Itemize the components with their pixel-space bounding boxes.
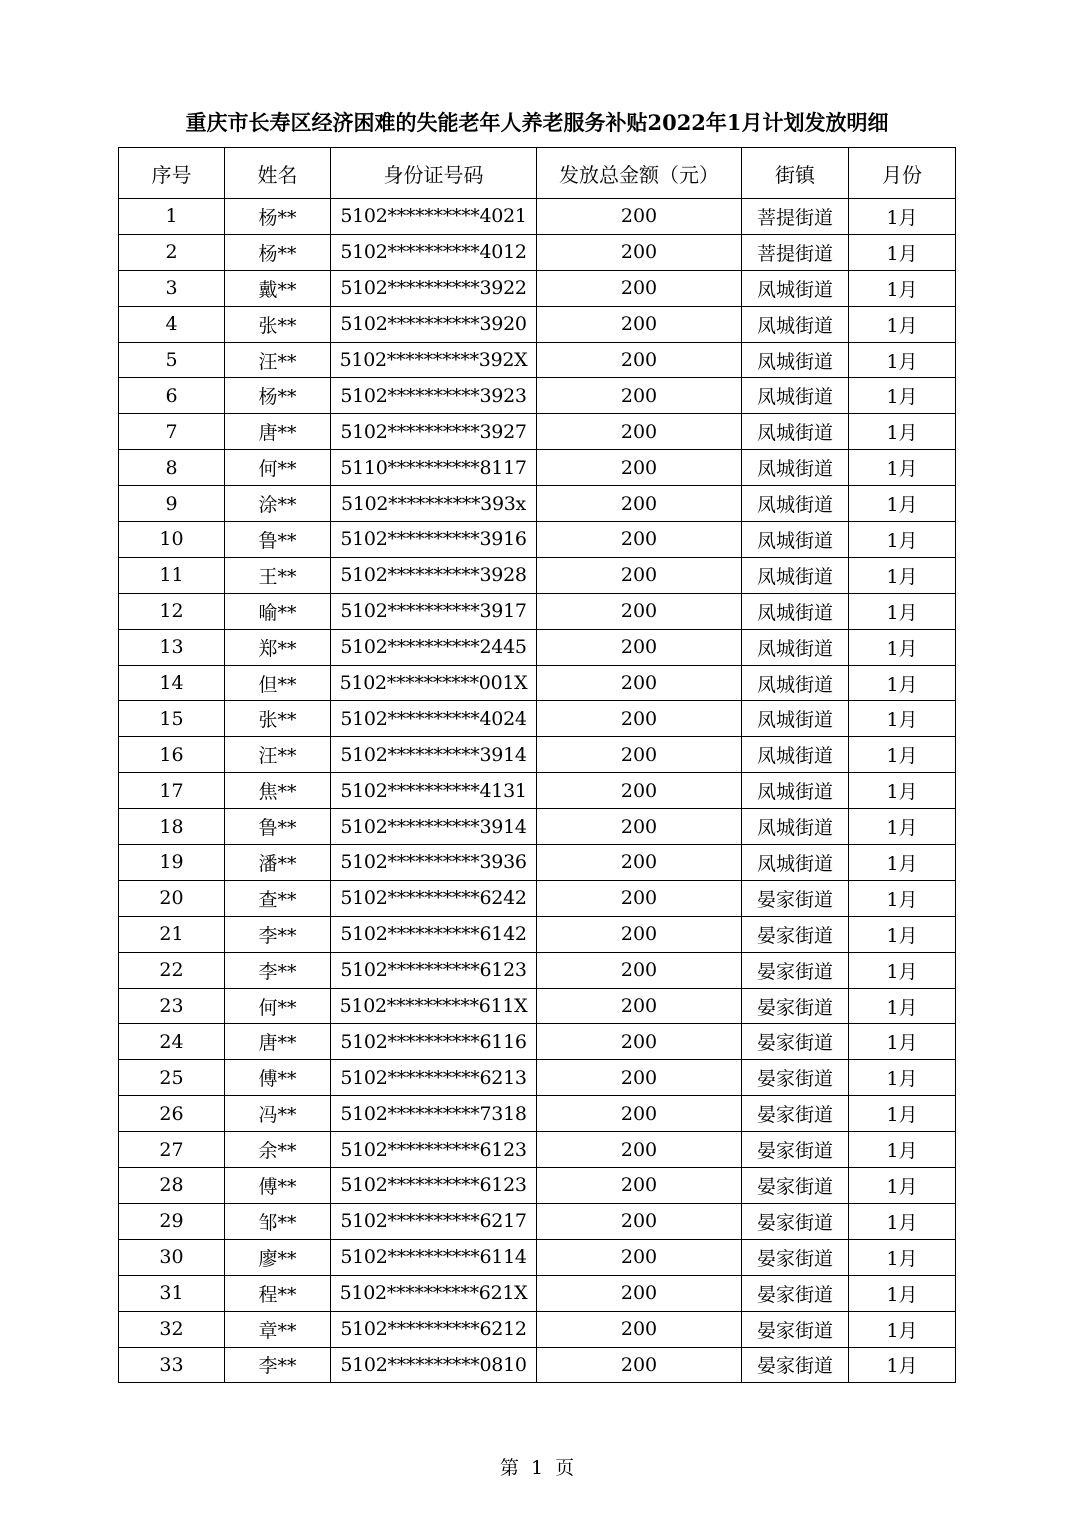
cell-seq: 2 <box>119 234 225 270</box>
table-row <box>119 845 956 881</box>
table-row <box>119 1132 956 1168</box>
cell-town: 凤城街道 <box>742 486 849 522</box>
cell-id-number: 5102**********621X <box>331 1275 537 1311</box>
cell-town: 晏家街道 <box>742 988 849 1024</box>
cell-id-number: 5102**********3936 <box>331 845 537 881</box>
cell-month: 1月 <box>849 199 956 235</box>
cell-seq: 27 <box>119 1132 225 1168</box>
cell-amount: 200 <box>537 1096 742 1132</box>
table-row <box>119 952 956 988</box>
cell-seq: 26 <box>119 1096 225 1132</box>
cell-seq: 14 <box>119 665 225 701</box>
cell-town: 凤城街道 <box>742 342 849 378</box>
cell-name: 涂** <box>225 486 331 522</box>
table-row <box>119 199 956 235</box>
cell-town: 凤城街道 <box>742 593 849 629</box>
cell-month: 1月 <box>849 378 956 414</box>
cell-id-number: 5102**********6114 <box>331 1239 537 1275</box>
cell-town: 晏家街道 <box>742 880 849 916</box>
table-row <box>119 1096 956 1132</box>
cell-name: 冯** <box>225 1096 331 1132</box>
cell-seq: 3 <box>119 270 225 306</box>
cell-name: 何** <box>225 450 331 486</box>
cell-month: 1月 <box>849 414 956 450</box>
cell-amount: 200 <box>537 1311 742 1347</box>
table-row <box>119 988 956 1024</box>
cell-id-number: 5102**********3916 <box>331 522 537 558</box>
cell-month: 1月 <box>849 1311 956 1347</box>
cell-name: 戴** <box>225 270 331 306</box>
cell-amount: 200 <box>537 880 742 916</box>
table-row <box>119 1203 956 1239</box>
cell-amount: 200 <box>537 809 742 845</box>
table-row <box>119 1347 956 1383</box>
table-row <box>119 234 956 270</box>
cell-id-number: 5102**********6116 <box>331 1024 537 1060</box>
cell-id-number: 5102**********4012 <box>331 234 537 270</box>
cell-name: 鲁** <box>225 522 331 558</box>
cell-id-number: 5102**********6213 <box>331 1060 537 1096</box>
cell-seq: 25 <box>119 1060 225 1096</box>
cell-name: 汪** <box>225 342 331 378</box>
cell-name: 郑** <box>225 629 331 665</box>
cell-seq: 24 <box>119 1024 225 1060</box>
cell-seq: 9 <box>119 486 225 522</box>
cell-town: 凤城街道 <box>742 629 849 665</box>
cell-month: 1月 <box>849 1203 956 1239</box>
cell-seq: 1 <box>119 199 225 235</box>
cell-town: 凤城街道 <box>742 665 849 701</box>
cell-id-number: 5102**********393x <box>331 486 537 522</box>
cell-id-number: 5102**********7318 <box>331 1096 537 1132</box>
cell-seq: 31 <box>119 1275 225 1311</box>
cell-amount: 200 <box>537 522 742 558</box>
table-row <box>119 1311 956 1347</box>
table-row <box>119 342 956 378</box>
cell-seq: 28 <box>119 1168 225 1204</box>
table-row <box>119 557 956 593</box>
cell-month: 1月 <box>849 952 956 988</box>
cell-name: 唐** <box>225 1024 331 1060</box>
table-row <box>119 916 956 952</box>
table-row <box>119 1275 956 1311</box>
cell-town: 凤城街道 <box>742 270 849 306</box>
cell-amount: 200 <box>537 701 742 737</box>
cell-month: 1月 <box>849 1275 956 1311</box>
cell-month: 1月 <box>849 1024 956 1060</box>
cell-seq: 18 <box>119 809 225 845</box>
cell-name: 杨** <box>225 199 331 235</box>
cell-id-number: 5102**********001X <box>331 665 537 701</box>
cell-month: 1月 <box>849 1096 956 1132</box>
table-row <box>119 737 956 773</box>
cell-id-number: 5102**********611X <box>331 988 537 1024</box>
cell-name: 傅** <box>225 1060 331 1096</box>
cell-name: 邹** <box>225 1203 331 1239</box>
cell-name: 但** <box>225 665 331 701</box>
cell-month: 1月 <box>849 270 956 306</box>
cell-name: 查** <box>225 880 331 916</box>
cell-amount: 200 <box>537 557 742 593</box>
cell-name: 喻** <box>225 593 331 629</box>
cell-month: 1月 <box>849 916 956 952</box>
cell-id-number: 5110**********8117 <box>331 450 537 486</box>
cell-seq: 32 <box>119 1311 225 1347</box>
cell-seq: 15 <box>119 701 225 737</box>
cell-name: 杨** <box>225 234 331 270</box>
table-row <box>119 378 956 414</box>
cell-seq: 5 <box>119 342 225 378</box>
subsidy-table <box>118 147 956 1383</box>
cell-name: 唐** <box>225 414 331 450</box>
cell-amount: 200 <box>537 845 742 881</box>
cell-id-number: 5102**********3928 <box>331 557 537 593</box>
cell-town: 凤城街道 <box>742 378 849 414</box>
header-town: 街镇 <box>742 148 849 199</box>
cell-month: 1月 <box>849 234 956 270</box>
cell-name: 李** <box>225 916 331 952</box>
cell-name: 焦** <box>225 773 331 809</box>
cell-town: 凤城街道 <box>742 845 849 881</box>
cell-month: 1月 <box>849 880 956 916</box>
cell-town: 凤城街道 <box>742 737 849 773</box>
header-month: 月份 <box>849 148 956 199</box>
cell-name: 杨** <box>225 378 331 414</box>
cell-name: 廖** <box>225 1239 331 1275</box>
cell-month: 1月 <box>849 486 956 522</box>
table-row <box>119 880 956 916</box>
cell-seq: 11 <box>119 557 225 593</box>
cell-name: 余** <box>225 1132 331 1168</box>
cell-name: 傅** <box>225 1168 331 1204</box>
cell-town: 晏家街道 <box>742 1311 849 1347</box>
cell-name: 汪** <box>225 737 331 773</box>
cell-seq: 4 <box>119 306 225 342</box>
cell-month: 1月 <box>849 809 956 845</box>
cell-id-number: 5102**********3923 <box>331 378 537 414</box>
page-number: 第 1 页 <box>499 1457 575 1479</box>
cell-id-number: 5102**********3917 <box>331 593 537 629</box>
cell-amount: 200 <box>537 306 742 342</box>
table-row <box>119 306 956 342</box>
cell-seq: 19 <box>119 845 225 881</box>
cell-month: 1月 <box>849 306 956 342</box>
table-row <box>119 1024 956 1060</box>
cell-month: 1月 <box>849 773 956 809</box>
cell-id-number: 5102**********6242 <box>331 880 537 916</box>
header-name: 姓名 <box>225 148 331 199</box>
cell-town: 晏家街道 <box>742 1024 849 1060</box>
cell-id-number: 5102**********2445 <box>331 629 537 665</box>
cell-id-number: 5102**********3914 <box>331 809 537 845</box>
cell-month: 1月 <box>849 342 956 378</box>
cell-seq: 30 <box>119 1239 225 1275</box>
cell-month: 1月 <box>849 845 956 881</box>
cell-seq: 22 <box>119 952 225 988</box>
table-row <box>119 1060 956 1096</box>
cell-id-number: 5102**********4024 <box>331 701 537 737</box>
cell-amount: 200 <box>537 1060 742 1096</box>
cell-amount: 200 <box>537 665 742 701</box>
cell-amount: 200 <box>537 1024 742 1060</box>
cell-amount: 200 <box>537 414 742 450</box>
cell-name: 李** <box>225 952 331 988</box>
cell-month: 1月 <box>849 1132 956 1168</box>
cell-amount: 200 <box>537 1239 742 1275</box>
cell-id-number: 5102**********3927 <box>331 414 537 450</box>
cell-seq: 21 <box>119 916 225 952</box>
cell-town: 凤城街道 <box>742 522 849 558</box>
table-row <box>119 270 956 306</box>
cell-town: 凤城街道 <box>742 701 849 737</box>
table-row <box>119 1239 956 1275</box>
cell-seq: 29 <box>119 1203 225 1239</box>
cell-id-number: 5102**********6142 <box>331 916 537 952</box>
cell-town: 凤城街道 <box>742 809 849 845</box>
cell-amount: 200 <box>537 1275 742 1311</box>
cell-amount: 200 <box>537 952 742 988</box>
cell-town: 晏家街道 <box>742 1239 849 1275</box>
cell-town: 凤城街道 <box>742 557 849 593</box>
cell-name: 鲁** <box>225 809 331 845</box>
table-body <box>119 199 956 1383</box>
cell-id-number: 5102**********3922 <box>331 270 537 306</box>
cell-seq: 8 <box>119 450 225 486</box>
cell-seq: 23 <box>119 988 225 1024</box>
cell-town: 晏家街道 <box>742 1168 849 1204</box>
cell-amount: 200 <box>537 773 742 809</box>
cell-name: 李** <box>225 1347 331 1383</box>
cell-seq: 7 <box>119 414 225 450</box>
cell-town: 凤城街道 <box>742 306 849 342</box>
cell-month: 1月 <box>849 737 956 773</box>
cell-town: 晏家街道 <box>742 1132 849 1168</box>
cell-amount: 200 <box>537 629 742 665</box>
cell-town: 晏家街道 <box>742 1060 849 1096</box>
cell-month: 1月 <box>849 593 956 629</box>
cell-town: 晏家街道 <box>742 916 849 952</box>
cell-amount: 200 <box>537 1347 742 1383</box>
cell-name: 章** <box>225 1311 331 1347</box>
header-seq: 序号 <box>119 148 225 199</box>
cell-town: 凤城街道 <box>742 450 849 486</box>
cell-month: 1月 <box>849 665 956 701</box>
cell-id-number: 5102**********3920 <box>331 306 537 342</box>
cell-amount: 200 <box>537 1203 742 1239</box>
table-row <box>119 486 956 522</box>
cell-id-number: 5102**********6217 <box>331 1203 537 1239</box>
cell-month: 1月 <box>849 450 956 486</box>
cell-amount: 200 <box>537 270 742 306</box>
cell-town: 菩提街道 <box>742 234 849 270</box>
cell-seq: 20 <box>119 880 225 916</box>
cell-name: 潘** <box>225 845 331 881</box>
table-header-row <box>119 148 956 199</box>
cell-id-number: 5102**********6123 <box>331 952 537 988</box>
cell-amount: 200 <box>537 737 742 773</box>
cell-name: 王** <box>225 557 331 593</box>
cell-month: 1月 <box>849 988 956 1024</box>
cell-month: 1月 <box>849 1060 956 1096</box>
cell-name: 张** <box>225 701 331 737</box>
cell-amount: 200 <box>537 916 742 952</box>
table-row <box>119 593 956 629</box>
table-row <box>119 665 956 701</box>
cell-amount: 200 <box>537 378 742 414</box>
cell-amount: 200 <box>537 342 742 378</box>
cell-amount: 200 <box>537 486 742 522</box>
cell-seq: 6 <box>119 378 225 414</box>
table-row <box>119 809 956 845</box>
cell-town: 菩提街道 <box>742 199 849 235</box>
cell-town: 凤城街道 <box>742 773 849 809</box>
cell-town: 晏家街道 <box>742 1096 849 1132</box>
cell-seq: 13 <box>119 629 225 665</box>
table-row <box>119 701 956 737</box>
cell-seq: 17 <box>119 773 225 809</box>
cell-town: 晏家街道 <box>742 1275 849 1311</box>
cell-id-number: 5102**********6212 <box>331 1311 537 1347</box>
cell-amount: 200 <box>537 1168 742 1204</box>
header-id-number: 身份证号码 <box>331 148 537 199</box>
cell-town: 晏家街道 <box>742 1347 849 1383</box>
cell-amount: 200 <box>537 234 742 270</box>
table-row <box>119 522 956 558</box>
cell-id-number: 5102**********4021 <box>331 199 537 235</box>
table-row <box>119 450 956 486</box>
cell-id-number: 5102**********392X <box>331 342 537 378</box>
cell-name: 程** <box>225 1275 331 1311</box>
cell-month: 1月 <box>849 701 956 737</box>
cell-month: 1月 <box>849 1347 956 1383</box>
cell-name: 张** <box>225 306 331 342</box>
cell-id-number: 5102**********6123 <box>331 1168 537 1204</box>
cell-month: 1月 <box>849 522 956 558</box>
table-row <box>119 1168 956 1204</box>
cell-id-number: 5102**********3914 <box>331 737 537 773</box>
cell-seq: 33 <box>119 1347 225 1383</box>
cell-town: 凤城街道 <box>742 414 849 450</box>
cell-amount: 200 <box>537 450 742 486</box>
cell-amount: 200 <box>537 199 742 235</box>
cell-id-number: 5102**********4131 <box>331 773 537 809</box>
cell-seq: 10 <box>119 522 225 558</box>
cell-amount: 200 <box>537 1132 742 1168</box>
cell-town: 晏家街道 <box>742 952 849 988</box>
cell-id-number: 5102**********6123 <box>331 1132 537 1168</box>
cell-month: 1月 <box>849 557 956 593</box>
cell-seq: 16 <box>119 737 225 773</box>
cell-name: 何** <box>225 988 331 1024</box>
cell-id-number: 5102**********0810 <box>331 1347 537 1383</box>
table-row <box>119 629 956 665</box>
cell-amount: 200 <box>537 988 742 1024</box>
cell-amount: 200 <box>537 593 742 629</box>
cell-month: 1月 <box>849 1239 956 1275</box>
document-title: 重庆市长寿区经济困难的失能老年人养老服务补贴2022年1月计划发放明细 <box>185 110 889 135</box>
cell-town: 晏家街道 <box>742 1203 849 1239</box>
cell-seq: 12 <box>119 593 225 629</box>
cell-month: 1月 <box>849 629 956 665</box>
table-row <box>119 414 956 450</box>
table-row <box>119 773 956 809</box>
header-amount: 发放总金额（元） <box>537 148 742 199</box>
cell-month: 1月 <box>849 1168 956 1204</box>
